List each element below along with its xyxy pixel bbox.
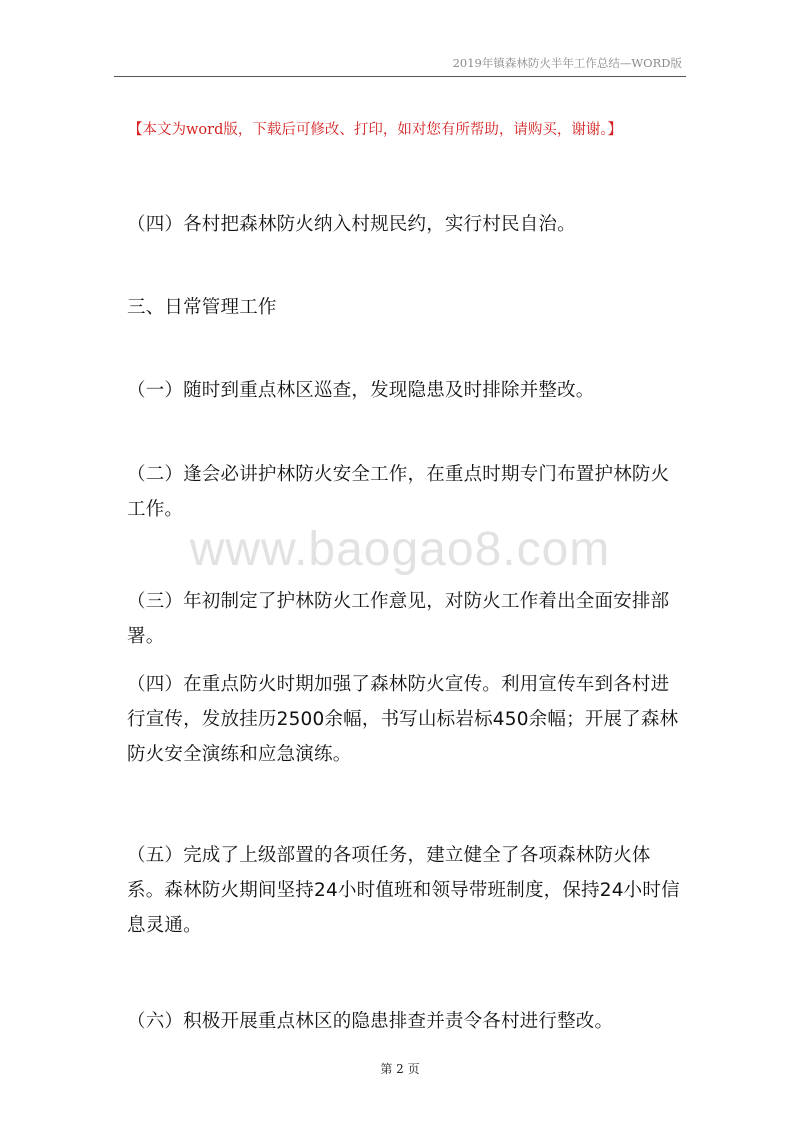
watermark: www.baogao8.com [189,523,611,576]
paragraph-publicity: （四）在重点防火时期加强了森林防火宣传。利用宣传车到各村进行宣传，发放挂历2500余幅，书写山标岩标450余幅；开展了森林防火安全演练和应急演练。 [127,674,679,765]
page-number: 第 2 页 [380,1062,420,1076]
section-heading-daily-management: 三、日常管理工作 [127,297,277,318]
paragraph-patrol: （一）随时到重点林区巡查，发现隐患及时排除并整改。 [127,380,595,401]
paragraph-hazard-inspection: （六）积极开展重点林区的隐患排查并责令各村进行整改。 [127,1011,614,1032]
purchase-notice: 【本文为word版，下载后可修改、打印，如对您有所帮助，请购买，谢谢。】 [128,122,623,138]
paragraph-tasks-completed: （五）完成了上级部置的各项任务，建立健全了各项森林防火体系。森林防火期间坚持24小时值班和领导带班制度，保持24小时信息灵通。 [127,845,680,936]
header-divider [114,76,686,77]
header-title: 2019年镇森林防火半年工作总结—WORD版 [452,56,682,70]
paragraph-meetings: （二）逢会必讲护林防火安全工作，在重点时期专门布置护林防火工作。 [127,464,670,520]
paragraph-village-rules: （四）各村把森林防火纳入村规民约，实行村民自治。 [127,214,576,235]
paragraph-annual-plan: （三）年初制定了护林防火工作意见，对防火工作着出全面安排部署。 [127,591,670,647]
